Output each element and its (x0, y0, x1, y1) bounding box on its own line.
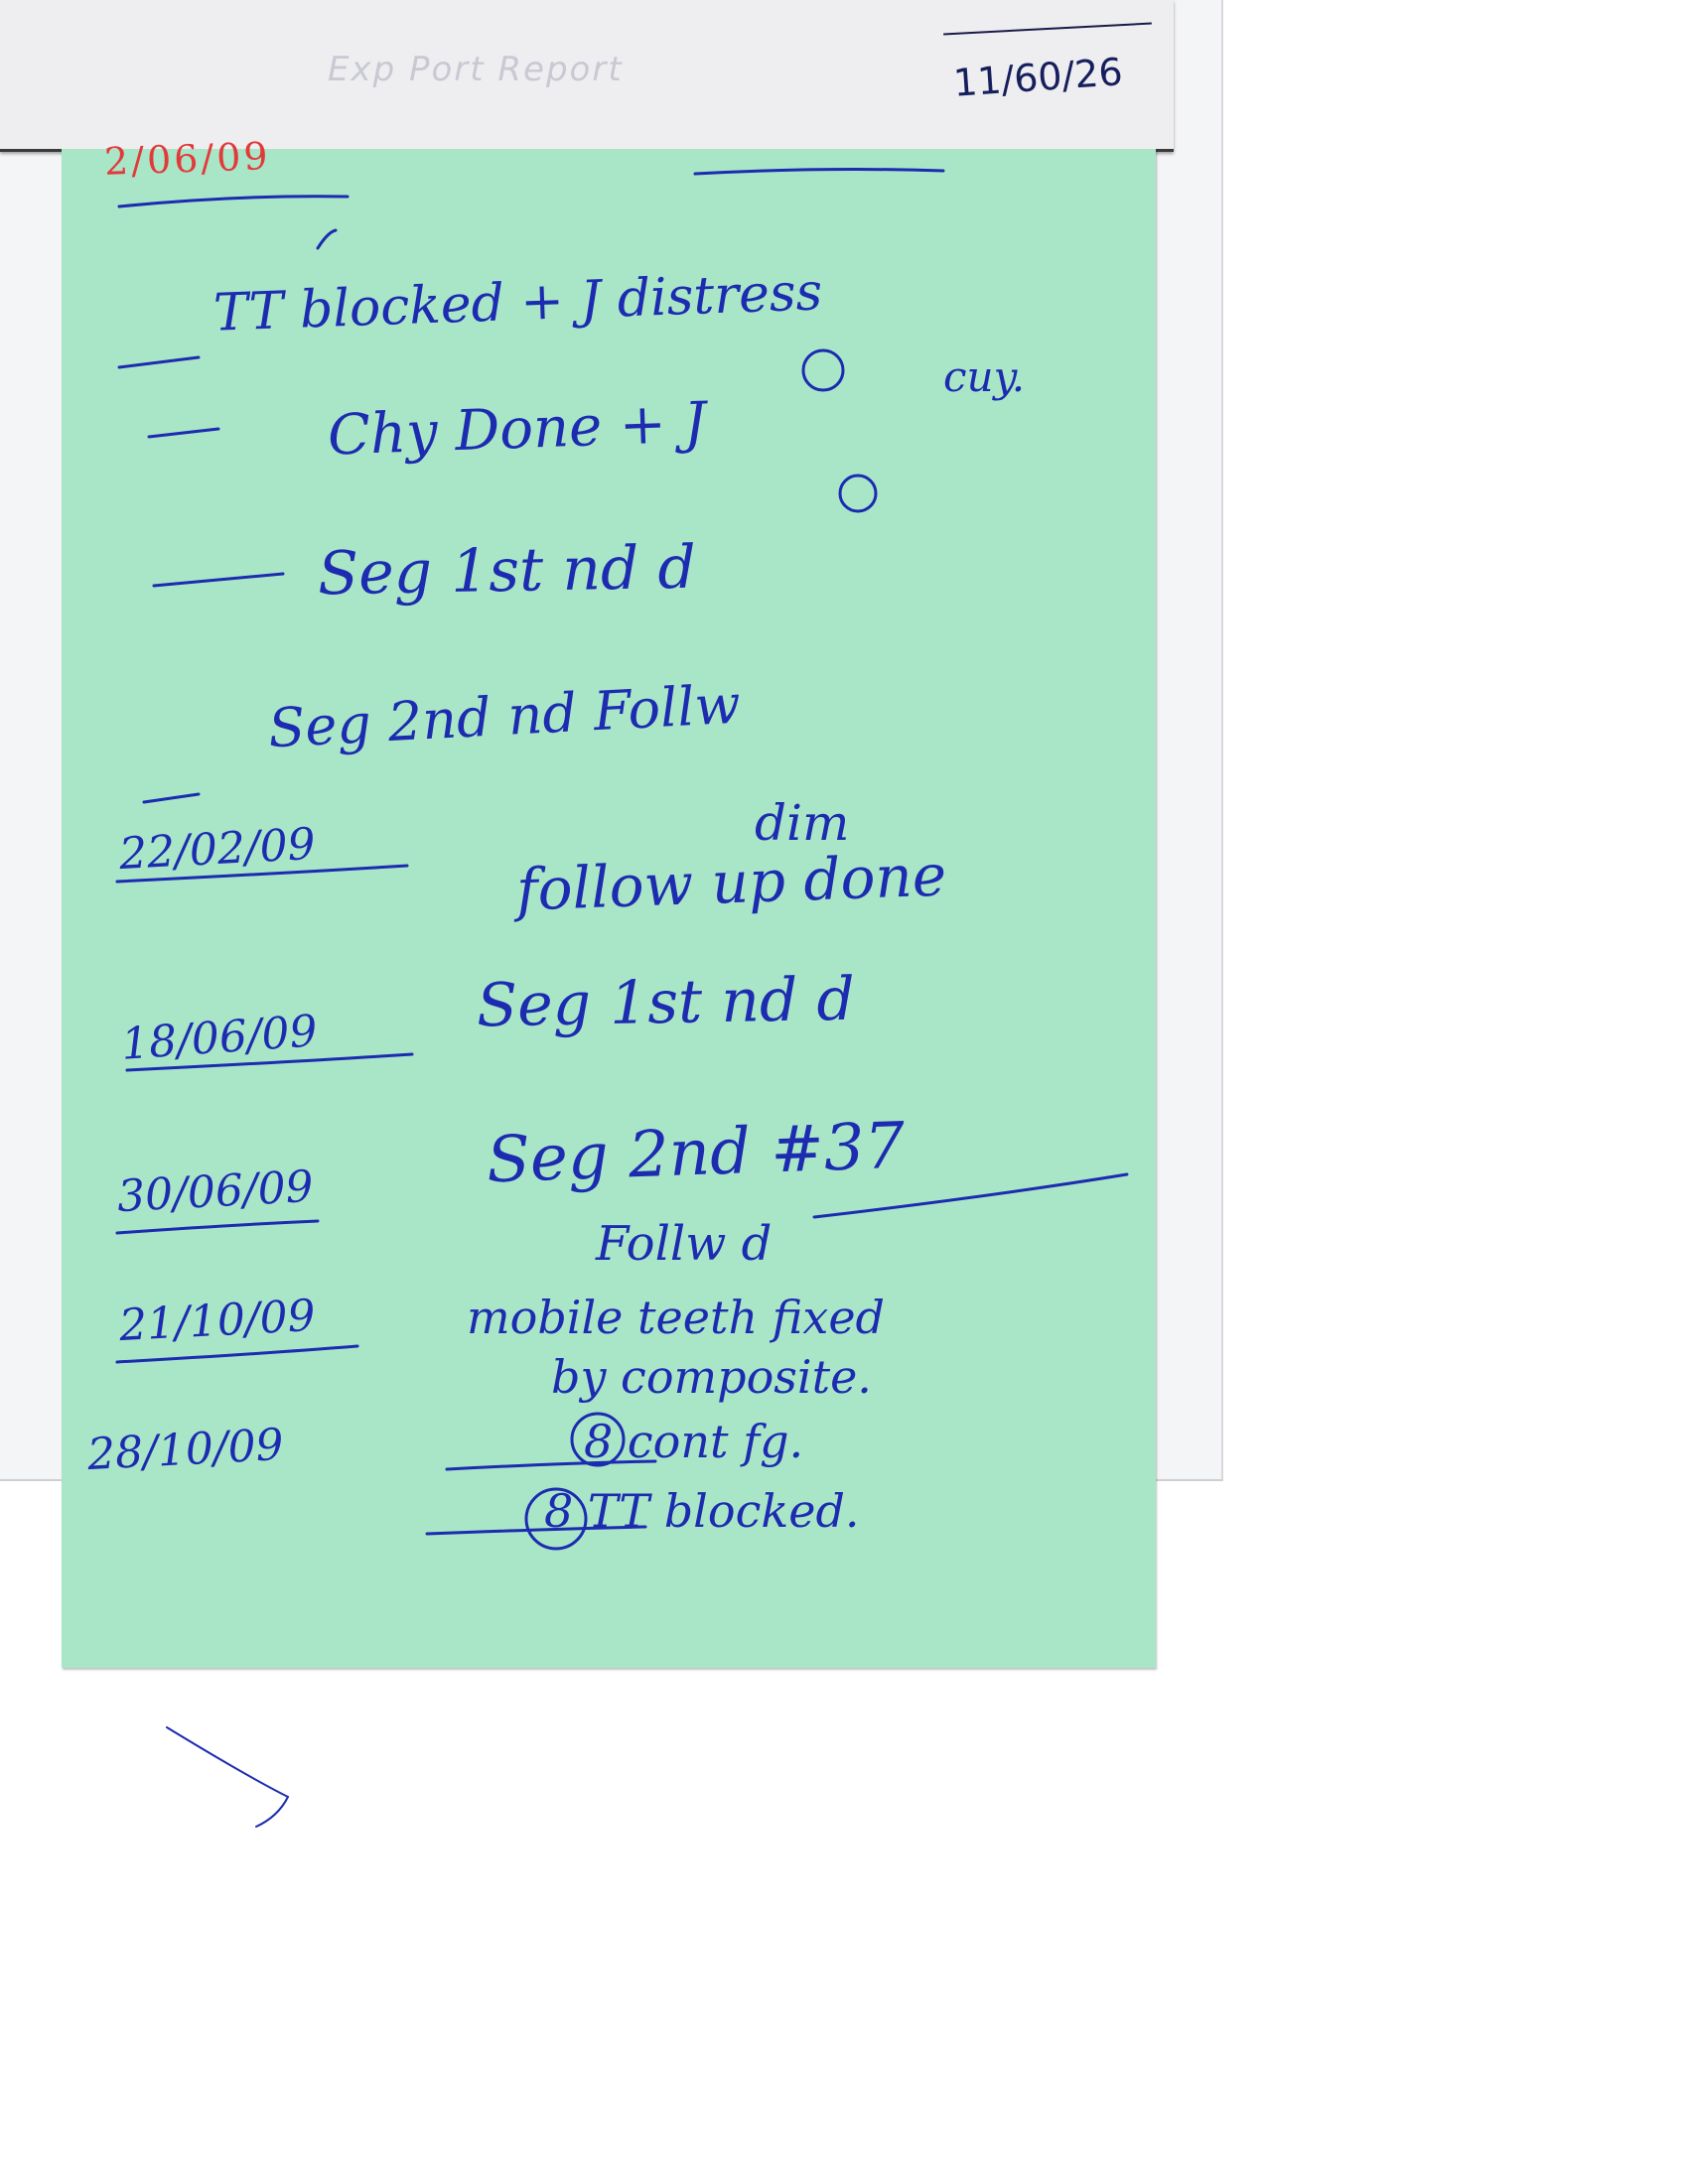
note-date-text: 28/10/09 (85, 1419, 285, 1481)
note-text: Seg 1st nd d (317, 532, 697, 610)
note-line (755, 794, 849, 852)
note-text: Seg 2nd nd Follw (266, 672, 743, 760)
dash-2 (149, 429, 218, 437)
note-line (551, 1350, 872, 1404)
red-stamp-date: 2/06/09 (103, 134, 272, 184)
note-line (317, 533, 696, 610)
note-line (486, 1110, 907, 1198)
note-text: mobile teeth fixed (467, 1291, 885, 1344)
note-text: Follw d (596, 1216, 773, 1272)
ghost-header-text: Exp Port Report (328, 50, 624, 89)
note-text: Seg 1st nd d (476, 964, 856, 1041)
note-date (86, 1420, 285, 1480)
dash-1 (119, 357, 199, 367)
note-line (943, 352, 1025, 401)
stray-mark-bottom (167, 1727, 288, 1827)
note-line (544, 1484, 860, 1538)
note-date (116, 1161, 315, 1222)
note-date (118, 819, 317, 880)
note-line (327, 390, 707, 468)
note-text: dim (755, 794, 850, 852)
small-tick (318, 230, 336, 248)
note-date-text: 30/06/09 (115, 1160, 315, 1223)
dash-3 (154, 574, 283, 586)
top-underline-left (119, 197, 348, 206)
note-text: by composite. (551, 1350, 872, 1404)
date-underline-3 (117, 1221, 318, 1233)
note-date-text: 21/10/09 (117, 1290, 317, 1352)
note-line (584, 1415, 803, 1468)
note-text: 8 TT blocked. (544, 1484, 860, 1538)
note-text: TT blocked + J distress (212, 262, 824, 343)
note-text: Chy Done + J (326, 390, 708, 469)
note-text: cuy. (943, 352, 1026, 401)
note-date-text: 22/02/09 (117, 818, 317, 881)
circled-tooth-2 (840, 476, 876, 511)
note-date-text: 18/06/09 (119, 1006, 320, 1070)
note-line (596, 1216, 772, 1272)
note-text: 8 cont fg. (584, 1415, 804, 1468)
dash-4 (144, 794, 199, 802)
note-date (118, 1291, 317, 1351)
top-underline-right (695, 170, 943, 174)
file-reference-number: 11/60/26 (951, 50, 1124, 105)
circled-tooth-1 (803, 350, 843, 390)
note-line (467, 1291, 885, 1344)
note-line (476, 965, 855, 1041)
note-text: follow up done (514, 841, 948, 924)
note-text: Seg 2nd #37 (485, 1109, 907, 1198)
